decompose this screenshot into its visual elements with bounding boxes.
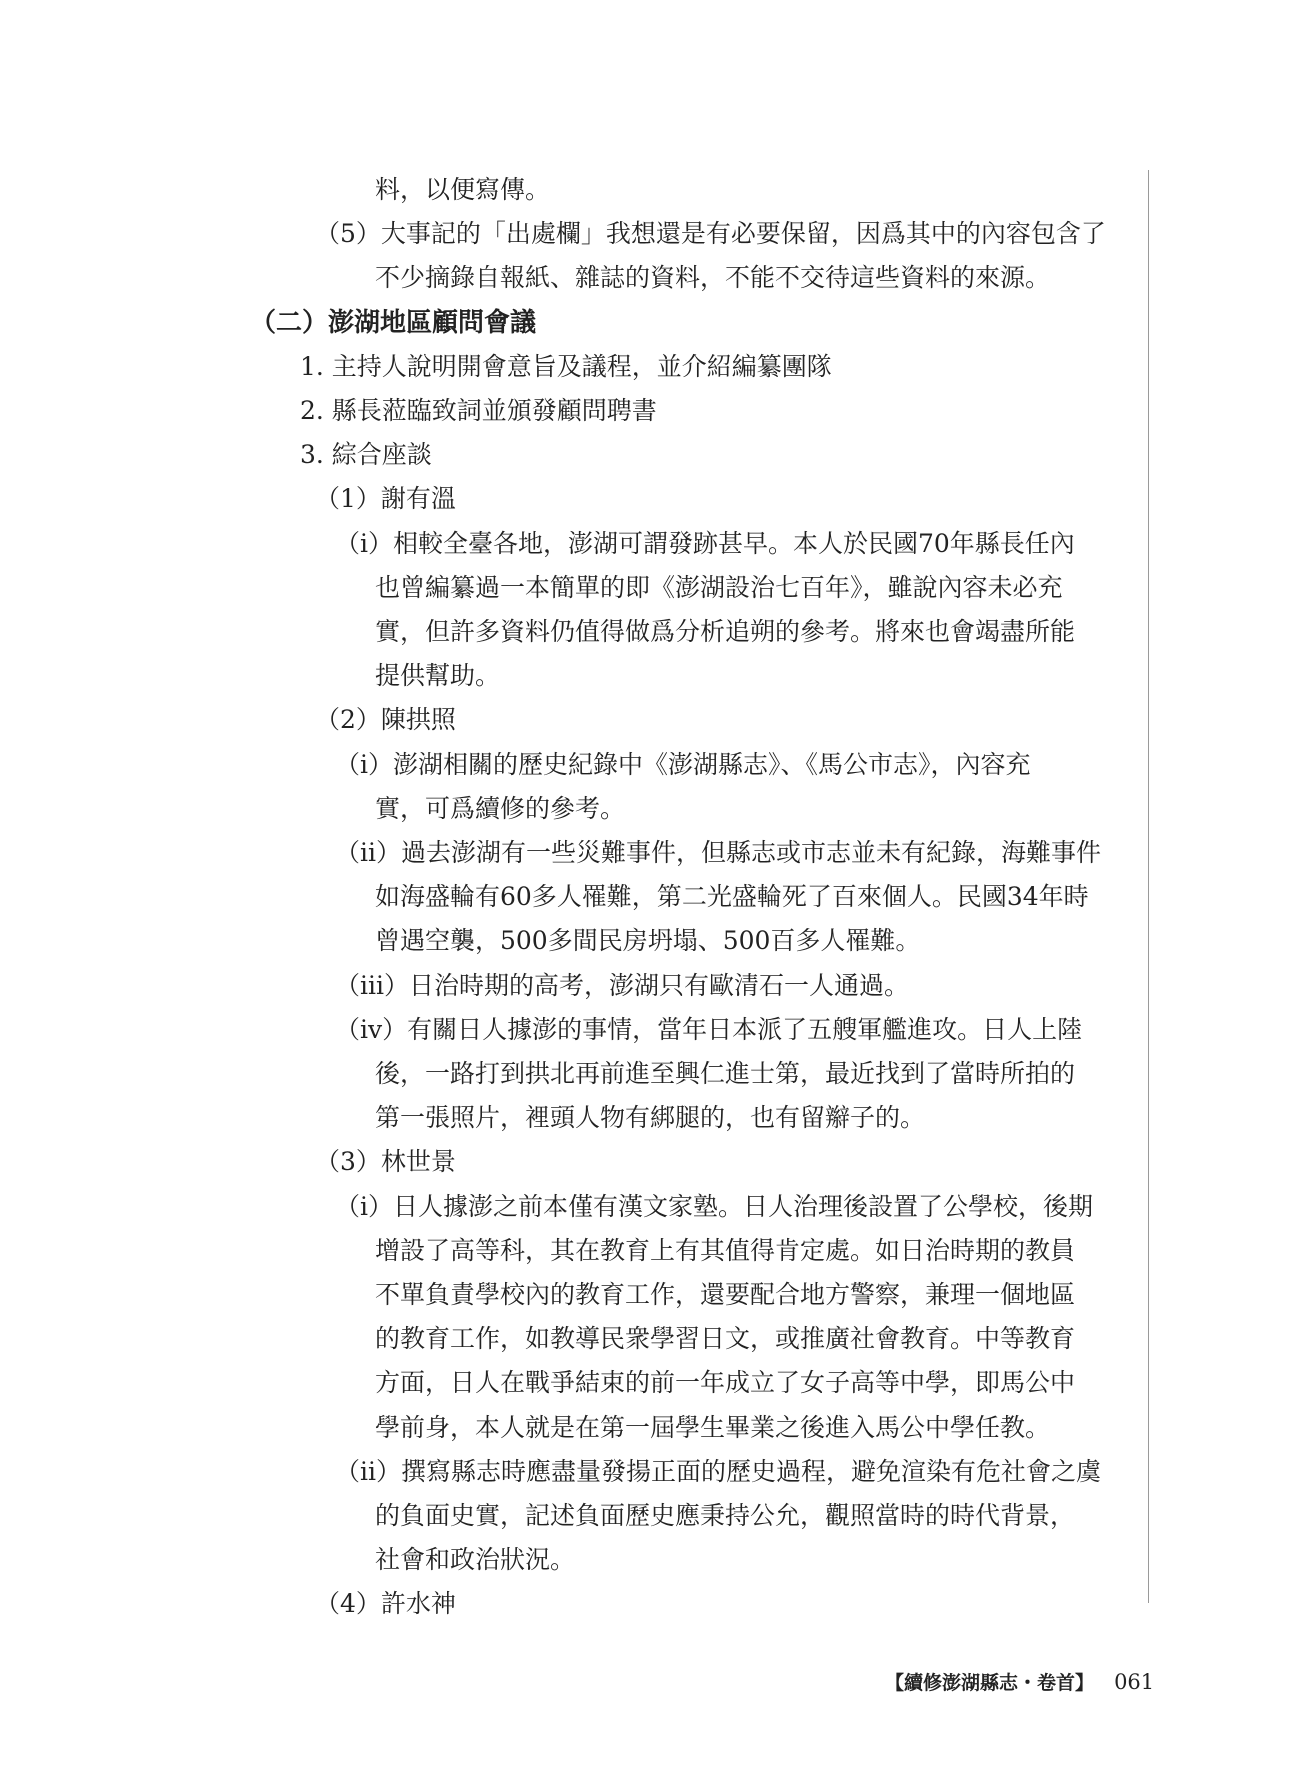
text-line: （1）謝有溫 [315,484,456,514]
text-line: 3. 綜合座談 [300,440,432,470]
margin-rule [1148,170,1149,1603]
text-line: 社會和政治狀況。 [375,1545,576,1575]
text-line: 曾遇空襲，500多間民房坍塌、500百多人罹難。 [375,926,921,956]
text-line: 的負面史實，記述負面歷史應秉持公允，觀照當時的時代背景， [375,1501,1076,1530]
text-line: （3）林世景 [315,1147,456,1177]
text-line: （ii）過去澎湖有一些災難事件，但縣志或市志並未有紀錄，海難事件 [335,838,1101,867]
text-line: （i）日人據澎之前本僅有漢文家塾。日人治理後設置了公學校，後期 [335,1191,1093,1221]
text-line: 方面，日人在戰爭結束的前一年成立了女子高等中學，即馬公中 [375,1368,1076,1398]
text-line: （4）許水神 [315,1589,456,1619]
text-line: 的教育工作，如教導民衆學習日文，或推廣社會教育。中等教育 [375,1324,1076,1354]
text-line: （iv）有關日人據澎的事情，當年日本派了五艘軍艦進攻。日人上陸 [335,1014,1083,1044]
text-line: 實，但許多資料仍值得做爲分析追朔的參考。將來也會竭盡所能 [375,617,1076,646]
text-line: 不少摘錄自報紙、雜誌的資料，不能不交待這些資料的來源。 [375,263,1051,293]
text-line: （i）澎湖相關的歷史紀錄中《澎湖縣志》、《馬公市志》，內容充 [335,749,1031,779]
text-line: 實，可爲續修的參考。 [375,793,626,823]
text-line: 第一張照片，裡頭人物有綁腿的，也有留辮子的。 [375,1103,926,1133]
text-line: 2. 縣長蒞臨致詞並頒發顧問聘書 [300,396,657,425]
page-number: 061 [1114,1670,1155,1694]
text-line: （iii）日治時期的高考，澎湖只有歐清石一人通過。 [335,970,909,1000]
text-line: （ii）撰寫縣志時應盡量發揚正面的歷史過程，避免渲染有危社會之虞 [335,1456,1101,1486]
text-line: 1. 主持人說明開會意旨及議程，並介紹編纂團隊 [300,351,832,381]
text-line: 如海盛輪有60多人罹難，第二光盛輪死了百來個人。民國34年時 [375,882,1089,912]
text-line: 後，一路打到拱北再前進至興仁進士第，最近找到了當時所拍的 [375,1059,1076,1088]
text-line: 學前身，本人就是在第一屆學生畢業之後進入馬公中學任教。 [375,1412,1051,1442]
text-line: 也曾編纂過一本簡單的即《澎湖設治七百年》，雖說內容未必充 [375,572,1063,602]
text-line: 增設了高等科，其在教育上有其值得肯定處。如日治時期的教員 [375,1235,1076,1265]
book-title: 【續修澎湖縣志・卷首】 [885,1672,1095,1694]
text-line: （i）相較全臺各地，澎湖可謂發跡甚早。本人於民國70年縣長任內 [335,528,1075,558]
text-line: 提供幫助。 [375,661,501,691]
text-line: （2）陳拱照 [315,705,456,735]
text-line: （5）大事記的「出處欄」我想還是有必要保留，因爲其中的內容包含了 [315,219,1106,249]
text-line: 不單負責學校內的教育工作，還要配合地方警察，兼理一個地區 [375,1280,1076,1309]
section-heading: （二）澎湖地區顧問會議 [250,307,537,338]
page-footer [885,1668,1154,1695]
text-line: 料，以便寫傳。 [375,175,551,204]
